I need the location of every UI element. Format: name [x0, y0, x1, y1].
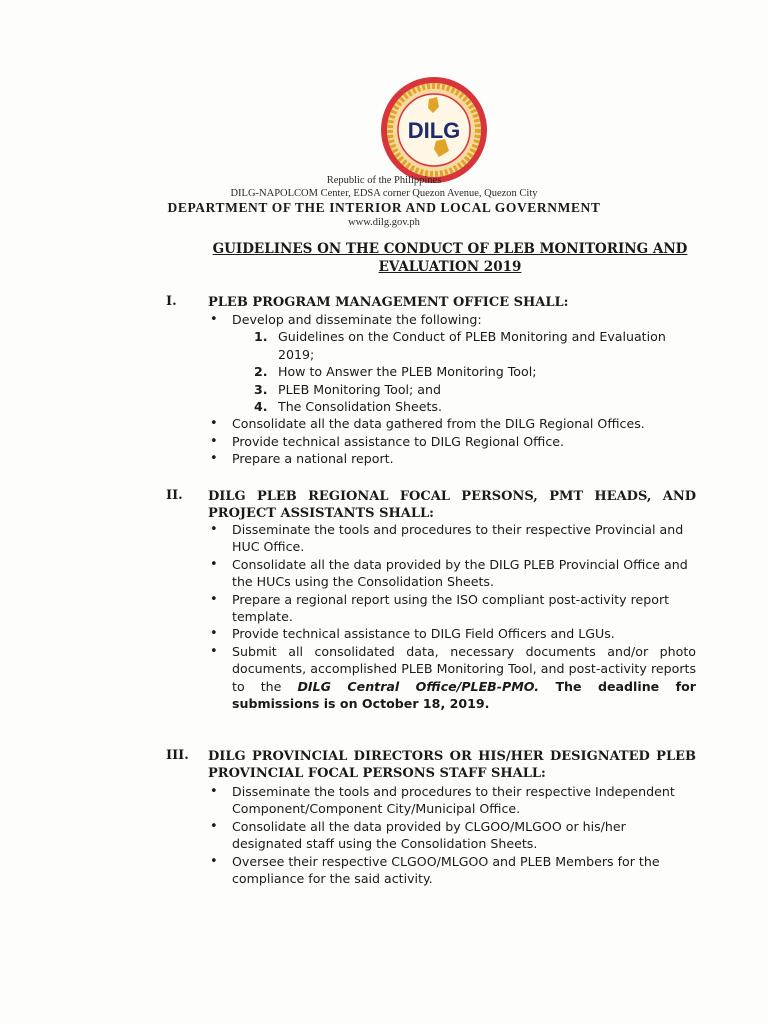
sub-list-item	[232, 398, 696, 415]
list-item: • Consolidate all the data provided by the DILG PLEB Provincial Office and the HUCs using the Consolidation Sheets.	[208, 556, 696, 591]
seal-text: DILG	[407, 118, 461, 143]
sub-text: Guidelines on the Conduct of PLEB Monitoring and Evaluation 2019;	[278, 329, 666, 362]
website-line: www.dilg.gov.ph	[348, 217, 420, 228]
section-2-numeral: II.	[166, 488, 183, 503]
republic-line: Republic of the Philippines	[326, 175, 442, 186]
section-1-list	[208, 311, 696, 468]
deadline-text: The deadline for submissions is on October 18, 2019.	[232, 678, 696, 712]
list-item: • Oversee their respective CLGOO/MLGOO and PLEB Members for the compliance for the said activity.	[208, 853, 696, 888]
list-item: • Provide technical assistance to DILG Field Officers and LGUs.	[208, 625, 696, 642]
list-item: • Consolidate all the data provided by CLGOO/MLGOO or his/her designated staff using the Consolidation Sheets.	[208, 818, 696, 853]
sub-number: 4.	[254, 399, 268, 415]
section-3-heading: DILG PROVINCIAL DIRECTORS OR HIS/HER DESIGNATED PLEB PROVINCIAL FOCAL PERSONS STAFF SHALL:	[208, 749, 696, 781]
sub-text: PLEB Monitoring Tool; and	[278, 381, 441, 397]
list-item: • Consolidate all the data gathered from the DILG Regional Offices.	[208, 415, 696, 432]
sub-list-item	[232, 381, 696, 398]
list-item-text: Submit all consolidated data, necessary documents and/or photo documents, accomplished PLEB Monitoring Tool, and post-activity reports to the	[232, 643, 696, 694]
list-item	[208, 643, 696, 713]
sub-number: 1.	[254, 329, 268, 345]
section-1-numeral: I.	[166, 294, 177, 309]
address-line: DILG-NAPOLCOM Center, EDSA corner Quezon Avenue, Quezon City	[230, 188, 538, 199]
title-line-1: GUIDELINES ON THE CONDUCT OF PLEB MONITORING AND	[212, 241, 688, 257]
letterhead	[0, 174, 768, 229]
sub-list-item	[232, 328, 696, 363]
document-title	[200, 240, 700, 276]
section-3-list	[208, 783, 696, 887]
section-2-list	[208, 521, 696, 712]
sub-text: How to Answer the PLEB Monitoring Tool;	[278, 364, 537, 380]
list-item: • Disseminate the tools and procedures to their respective Provincial and HUC Office.	[208, 521, 696, 556]
sub-text: The Consolidation Sheets.	[278, 399, 442, 415]
sub-list-item	[232, 363, 696, 380]
list-item: • Provide technical assistance to DILG Regional Office.	[208, 433, 696, 450]
sub-number: 2.	[254, 364, 268, 380]
sub-number: 3.	[254, 381, 268, 397]
title-line-2: EVALUATION 2019	[378, 259, 522, 275]
section-3-numeral: III.	[166, 748, 189, 763]
section-2-heading: DILG PLEB REGIONAL FOCAL PERSONS, PMT HEADS, AND PROJECT ASSISTANTS SHALL:	[208, 489, 696, 521]
list-item-text: Develop and disseminate the following:	[232, 312, 482, 327]
department-name: DEPARTMENT OF THE INTERIOR AND LOCAL GOVERNMENT	[167, 200, 601, 215]
dilg-seal-logo	[379, 75, 489, 185]
sub-list	[232, 328, 696, 415]
list-item: • Prepare a national report.	[208, 450, 696, 467]
section-1-heading: PLEB PROGRAM MANAGEMENT OFFICE SHALL:	[208, 295, 569, 310]
list-item	[208, 311, 696, 415]
list-item: • Disseminate the tools and procedures to their respective Independent Component/Component City/Municipal Office.	[208, 783, 696, 818]
office-name: DILG Central Office/PLEB-PMO.	[297, 678, 539, 694]
list-item: • Prepare a regional report using the ISO compliant post-activity report template.	[208, 591, 696, 626]
